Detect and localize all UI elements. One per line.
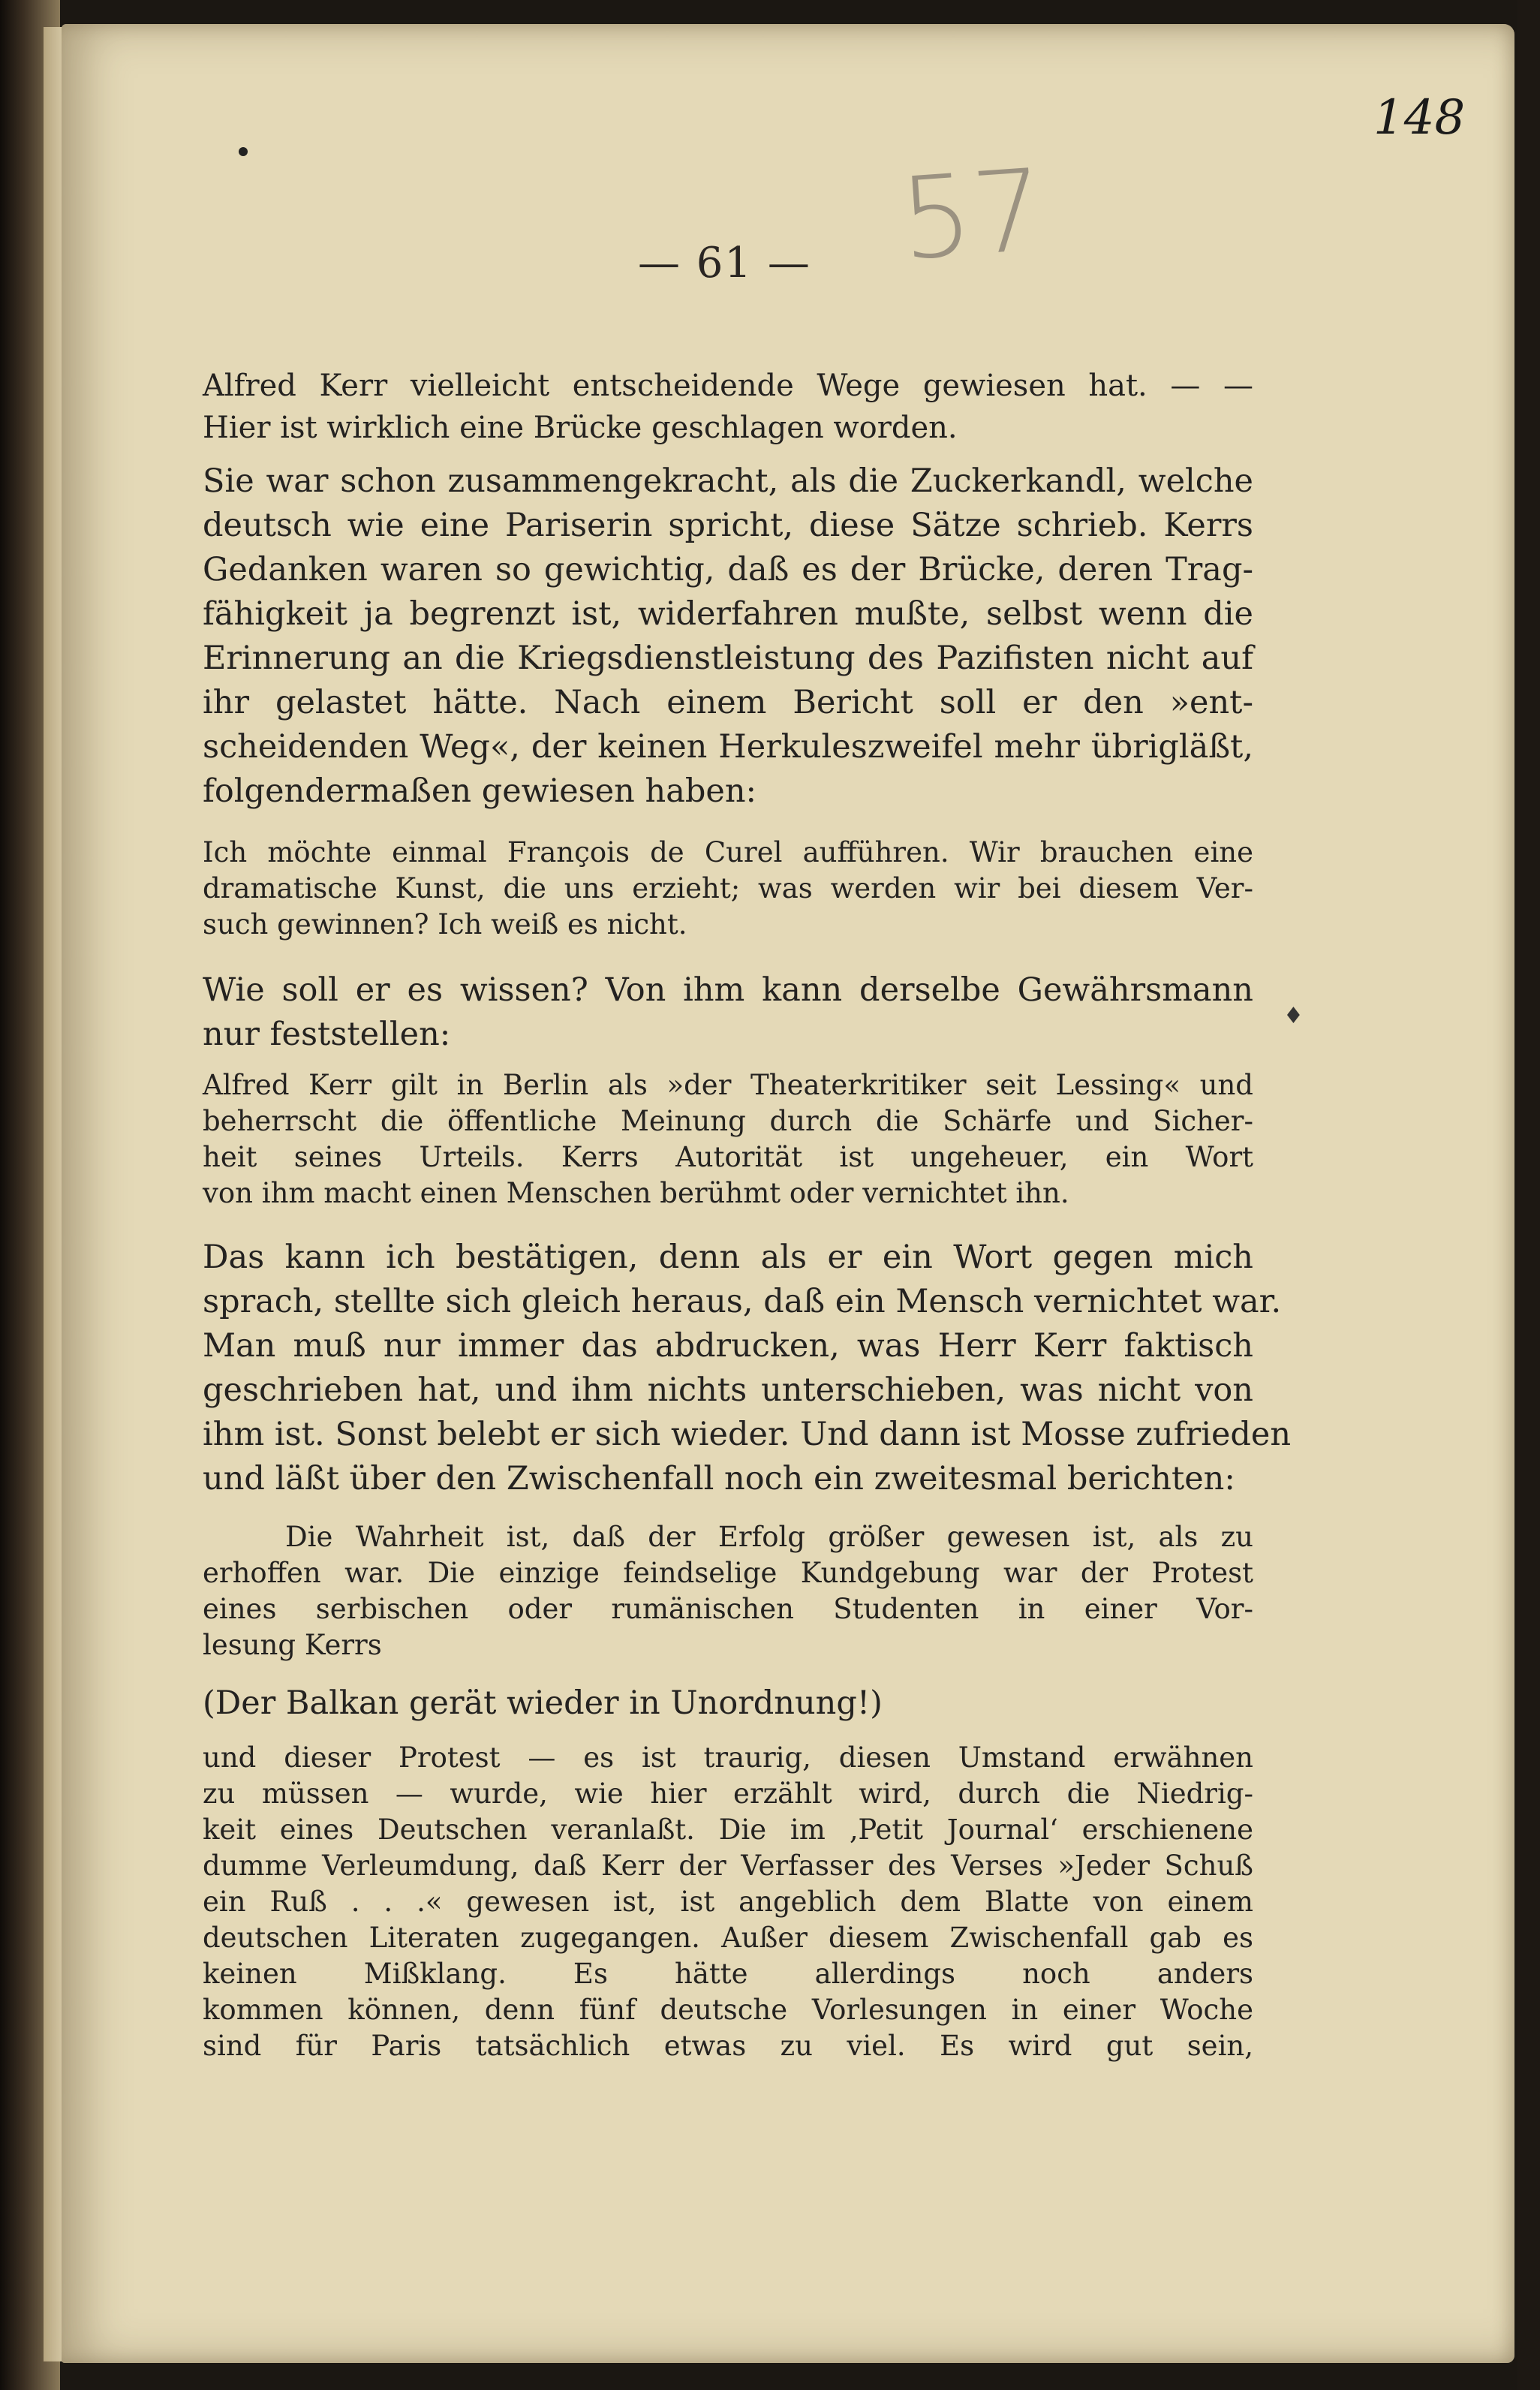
printed-page-number: — 61 — bbox=[638, 239, 811, 287]
quote-4 bbox=[203, 1740, 1253, 2064]
text-line: (Der Balkan gerät wieder in Unordnung!) bbox=[203, 1684, 883, 1722]
paragraph-3 bbox=[203, 968, 1253, 1057]
text-line: Hier ist wirklich eine Brücke geschlagen worden. bbox=[203, 411, 958, 445]
text-line: von ihm macht einen Menschen berühmt oder vernichtet ihn. bbox=[203, 1177, 1069, 1209]
paragraph-1 bbox=[203, 365, 1253, 449]
text-line: ihm ist. Sonst belebt er sich wieder. Und dann ist Mosse zufrieden bbox=[203, 1416, 1292, 1453]
text-line: dumme Verleumdung, daß Kerr der Verfasser des Verses »Jeder Schuß bbox=[203, 1850, 1253, 1882]
text-line: Das kann ich bestätigen, denn als er ein Wort gegen mich bbox=[203, 1239, 1253, 1276]
text-line: deutsch wie eine Pariserin spricht, diese Sätze schrieb. Kerrs bbox=[203, 507, 1253, 544]
text-line: Alfred Kerr gilt in Berlin als »der Theaterkritiker seit Lessing« und bbox=[203, 1069, 1253, 1101]
text-line: Die Wahrheit ist, daß der Erfolg größer gewesen ist, als zu bbox=[285, 1521, 1253, 1553]
text-line: heit seines Urteils. Kerrs Autorität ist ungeheuer, ein Wort bbox=[203, 1141, 1253, 1173]
text-line: lesung Kerrs bbox=[203, 1629, 382, 1661]
quote-3 bbox=[203, 1519, 1253, 1663]
text-line: nur feststellen: bbox=[203, 1016, 451, 1053]
handwritten-folio-number: 148 bbox=[1373, 90, 1466, 146]
text-line: eines serbischen oder rumänischen Studenten in einer Vor- bbox=[203, 1593, 1253, 1625]
paragraph-2 bbox=[203, 459, 1253, 814]
margin-mark: ♦ bbox=[1283, 1003, 1304, 1029]
scan-border bbox=[1517, 0, 1540, 2390]
text-line: folgendermaßen gewiesen haben: bbox=[203, 772, 757, 810]
text-line: Gedanken waren so gewichtig, daß es der Brücke, deren Trag- bbox=[203, 551, 1253, 588]
text-line: dramatische Kunst, die uns erzieht; was werden wir bei diesem Ver- bbox=[203, 872, 1253, 905]
text-line: fähigkeit ja begrenzt ist, widerfahren mußte, selbst wenn die bbox=[203, 595, 1253, 633]
text-line: sprach, stellte sich gleich heraus, daß ein Mensch vernichtet war. bbox=[203, 1283, 1282, 1320]
text-line: ihr gelastet hätte. Nach einem Bericht soll er den »ent- bbox=[203, 684, 1253, 721]
text-line: such gewinnen? Ich weiß es nicht. bbox=[203, 908, 687, 941]
text-line: ein Ruß . . .« gewesen ist, ist angeblich dem Blatte von einem bbox=[203, 1886, 1253, 1918]
pencil-page-number: 57 bbox=[896, 145, 1048, 286]
text-line: scheidenden Weg«, der keinen Herkuleszweifel mehr übrigläßt, bbox=[203, 728, 1253, 766]
text-line: Sie war schon zusammengekracht, als die Zuckerkandl, welche bbox=[203, 462, 1253, 500]
quote-1 bbox=[203, 835, 1253, 943]
text-line: Erinnerung an die Kriegsdienstleistung des Pazifisten nicht auf bbox=[203, 640, 1253, 677]
text-line: Man muß nur immer das abdrucken, was Herr Kerr faktisch bbox=[203, 1327, 1253, 1365]
text-line: beherrscht die öffentliche Meinung durch die Schärfe und Sicher- bbox=[203, 1105, 1253, 1137]
text-line: sind für Paris tatsächlich etwas zu viel. Es wird gut sein, bbox=[203, 2030, 1253, 2062]
paragraph-5 bbox=[203, 1681, 1253, 1726]
quote-2 bbox=[203, 1067, 1253, 1212]
text-line: geschrieben hat, und ihm nichts unterschieben, was nicht von bbox=[203, 1371, 1253, 1409]
paragraph-4 bbox=[203, 1236, 1292, 1501]
text-line: Ich möchte einmal François de Curel aufführen. Wir brauchen eine bbox=[203, 836, 1253, 868]
text-line: keinen Mißklang. Es hätte allerdings noch anders bbox=[203, 1958, 1253, 1990]
text-line: kommen können, denn fünf deutsche Vorlesungen in einer Woche bbox=[203, 1994, 1253, 2026]
ink-dot bbox=[239, 147, 248, 156]
text-line: keit eines Deutschen veranlaßt. Die im ‚Petit Journal‘ erschienene bbox=[203, 1814, 1253, 1846]
text-line: deutschen Literaten zugegangen. Außer diesem Zwischenfall gab es bbox=[203, 1922, 1253, 1954]
text-line: zu müssen — wurde, wie hier erzählt wird, durch die Niedrig- bbox=[203, 1777, 1253, 1810]
text-line: und dieser Protest — es ist traurig, diesen Umstand erwähnen bbox=[203, 1741, 1253, 1774]
text-line: Alfred Kerr vielleicht entscheidende Wege gewiesen hat. — — bbox=[203, 369, 1253, 403]
text-line: erhoffen war. Die einzige feindselige Kundgebung war der Protest bbox=[203, 1557, 1253, 1589]
text-line: und läßt über den Zwischenfall noch ein zweitesmal berichten: bbox=[203, 1460, 1235, 1498]
text-line: Wie soll er es wissen? Von ihm kann derselbe Gewährsmann bbox=[203, 971, 1253, 1009]
